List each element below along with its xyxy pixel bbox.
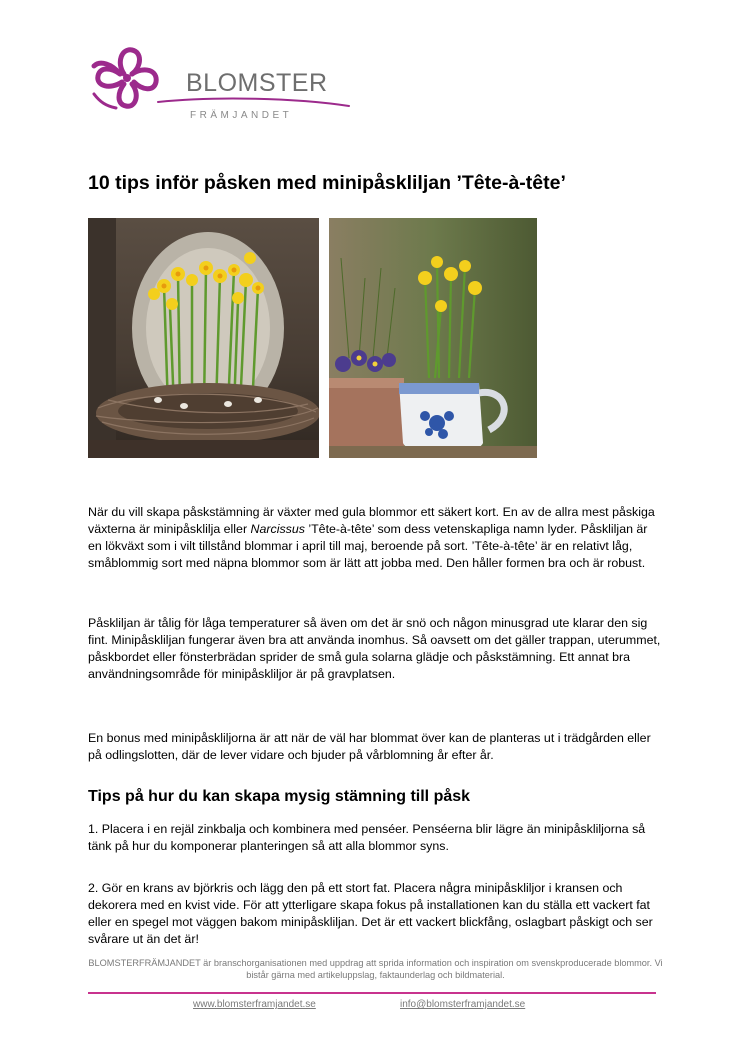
intro-paragraph: När du vill skapa påskstämning är växter med gula blommor ett säkert kort. En av de allra mest påskiga växterna är minipåsklilja eller Narcissus ’Tête-à-tête’ som dess vetenskapliga namn lyder. Påskliljan är en lökväxt som i vilt tillstånd blommar i april till maj, beroende på sort. ’Tête-à-tête’ är en relativt låg, småblommig sort med näpna blommor som är lätt att jobba med. Den håller formen bra och är robust. xyxy=(88,505,655,570)
website-link[interactable]: www.blomsterframjandet.se xyxy=(193,999,316,1010)
page-title: 10 tips inför påsken med minipåskliljan ’Tête-à-tête’ xyxy=(88,172,566,194)
flower-logo-icon xyxy=(86,44,166,116)
tips-heading: Tips på hur du kan skapa mysig stämning till påsk xyxy=(88,788,471,805)
scientific-name: Narcissus xyxy=(250,522,305,536)
email-link[interactable]: info@blomsterframjandet.se xyxy=(400,999,526,1010)
daffodils-in-wreath-photo xyxy=(88,218,319,458)
logo-swoosh xyxy=(156,96,351,110)
footer-divider xyxy=(88,992,656,994)
logo-wordmark: BLOMSTER xyxy=(186,69,328,97)
paragraph-hardiness: Påskliljan är tålig för låga temperaturer så även om det är snö och någon minusgrad ute klarar den sig fint. Minipåskliljan fungerar även bra att använda inomhus. Så oavsett om det gäller trappan, uterummet, påskbordet eller fönsterbrädan sprider de små gula solarna glädje och påskstämning. Ett annat bra användningsområde för minipåskliljor är på gravplatsen. xyxy=(88,616,661,681)
logo-subtitle: FRÄMJANDET xyxy=(190,110,293,121)
paragraph-bonus: En bonus med minipåskliljorna är att när de väl har blommat över kan de planteras ut i trädgården eller på odlingslotten, där de lever vidare och bjuder på vårblomning år efter år. xyxy=(88,731,651,762)
footer-description: BLOMSTERFRÄMJANDET är branschorganisationen med uppdrag att sprida information och inspiration om svenskproducerade blommor. Vi bistår gärna med artikeluppslag, faktaunderlag och bildmaterial. xyxy=(88,958,663,980)
tip-item: 1. Placera i en rejäl zinkbalja och kombinera med penséer. Penséerna blir lägre än minipåskliljorna så tänk på hur du komponerar planteringen så att alla blommor syns. xyxy=(88,822,646,853)
logo xyxy=(86,44,356,121)
daffodils-in-blue-jug-photo xyxy=(329,218,537,458)
tip-item: 2. Gör en krans av björkris och lägg den på ett stort fat. Placera några minipåskliljor i kransen och dekorera med en kvist vide. För att ytterligare skapa fokus på installationen kan du ställa ett vackert fat eller en spegel mot väggen bakom minipåskliljan. Det är ett vackert blickfång, oslagbart påskigt och ser svårare ut än det är! xyxy=(88,881,653,946)
